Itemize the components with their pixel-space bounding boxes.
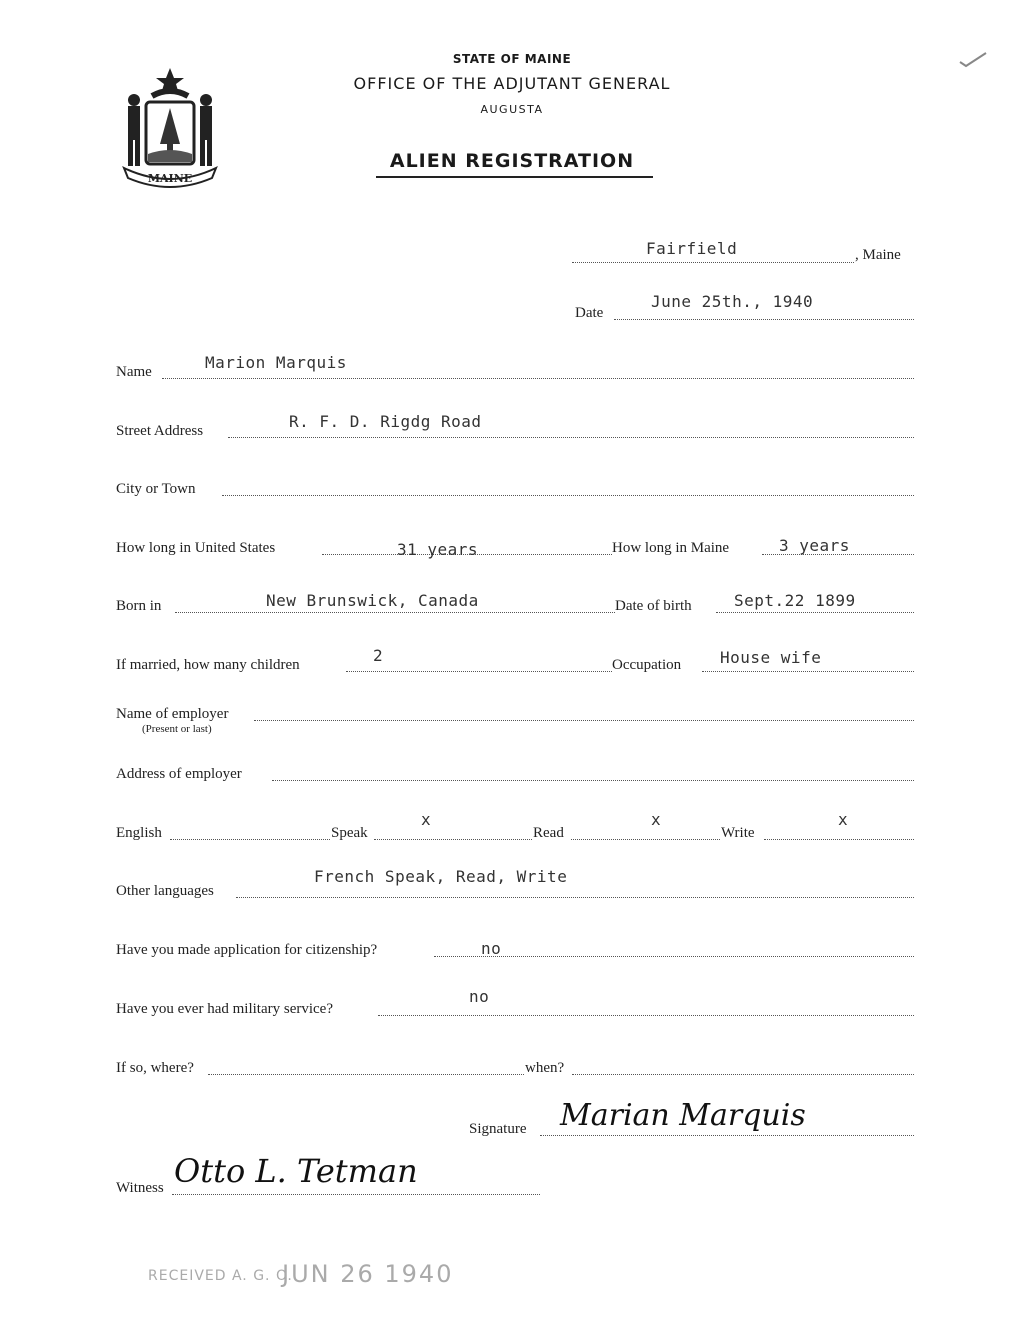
children-line [346,671,612,672]
born-value: New Brunswick, Canada [266,591,479,610]
signature-line [540,1135,914,1136]
city-line [222,495,914,496]
dob-value: Sept.22 1899 [734,591,856,610]
speak-line [374,839,532,840]
speak-value: x [421,810,432,829]
other-languages-label: Other languages [116,883,214,899]
employer-name-sub: (Present or last) [142,723,212,735]
other-languages-line [236,897,914,898]
when-line [572,1074,914,1075]
citizenship-line [434,956,914,957]
where-label: If so, where? [116,1060,194,1076]
children-value: 2 [373,646,384,665]
read-value: x [651,810,662,829]
seal-banner-text: MAINE [147,172,193,185]
name-line [162,378,914,379]
dob-label: Date of birth [615,598,692,614]
occupation-value: House wife [720,648,822,667]
citizenship-label: Have you made application for citizenship? [116,942,378,958]
received-stamp-text: RECEIVED A. G. O. [148,1268,293,1284]
place-value: Fairfield [646,239,738,258]
occupation-line [702,671,914,672]
english-line [170,839,330,840]
occupation-label: Occupation [612,657,682,673]
born-label: Born in [116,598,162,614]
maine-duration-value: 3 years [779,536,850,555]
children-label: If married, how many children [116,657,300,673]
date-label: Date [575,305,604,321]
city-label: City or Town [116,481,196,497]
read-label: Read [533,825,564,841]
citizenship-value: no [481,939,502,958]
title-underline [376,176,653,178]
military-label: Have you ever had military service? [116,1001,333,1017]
header-office: OFFICE OF THE ADJUTANT GENERAL [353,74,671,93]
header-city: AUGUSTA [480,103,544,116]
place-suffix: , Maine [855,247,901,263]
write-value: x [838,810,849,829]
english-label: English [116,825,162,841]
write-label: Write [721,825,755,841]
name-label: Name [116,364,152,380]
read-line [571,839,720,840]
witness-line [172,1194,540,1195]
military-value: no [469,987,490,1006]
employer-name-line [254,720,914,721]
header-state: STATE OF MAINE [452,52,572,66]
write-line [764,839,914,840]
us-duration-label: How long in United States [116,540,276,556]
where-line [208,1074,524,1075]
signature-value: Marian Marquis [560,1098,806,1133]
born-line [175,612,615,613]
street-line [228,437,914,438]
when-label: when? [525,1060,565,1076]
other-languages-value: French Speak, Read, Write [314,867,568,886]
date-line [614,319,914,320]
form-title: ALIEN REGISTRATION [389,150,635,172]
date-value: June 25th., 1940 [651,292,814,311]
employer-address-label: Address of employer [116,766,242,782]
employer-address-line [272,780,914,781]
street-label: Street Address [116,423,204,439]
name-value: Marion Marquis [205,353,347,372]
maine-duration-label: How long in Maine [612,540,730,556]
street-value: R. F. D. Rigdg Road [289,412,482,431]
employer-name-label: Name of employer [116,706,229,722]
speak-label: Speak [331,825,368,841]
witness-label: Witness [116,1180,164,1196]
military-line [378,1015,914,1016]
received-stamp-date: JUN 26 1940 [282,1260,454,1288]
us-duration-value: 31 years [397,540,479,559]
witness-signature: Otto L. Tetman [174,1152,418,1190]
place-line [572,262,854,263]
dob-line [716,612,914,613]
signature-label: Signature [469,1121,527,1137]
